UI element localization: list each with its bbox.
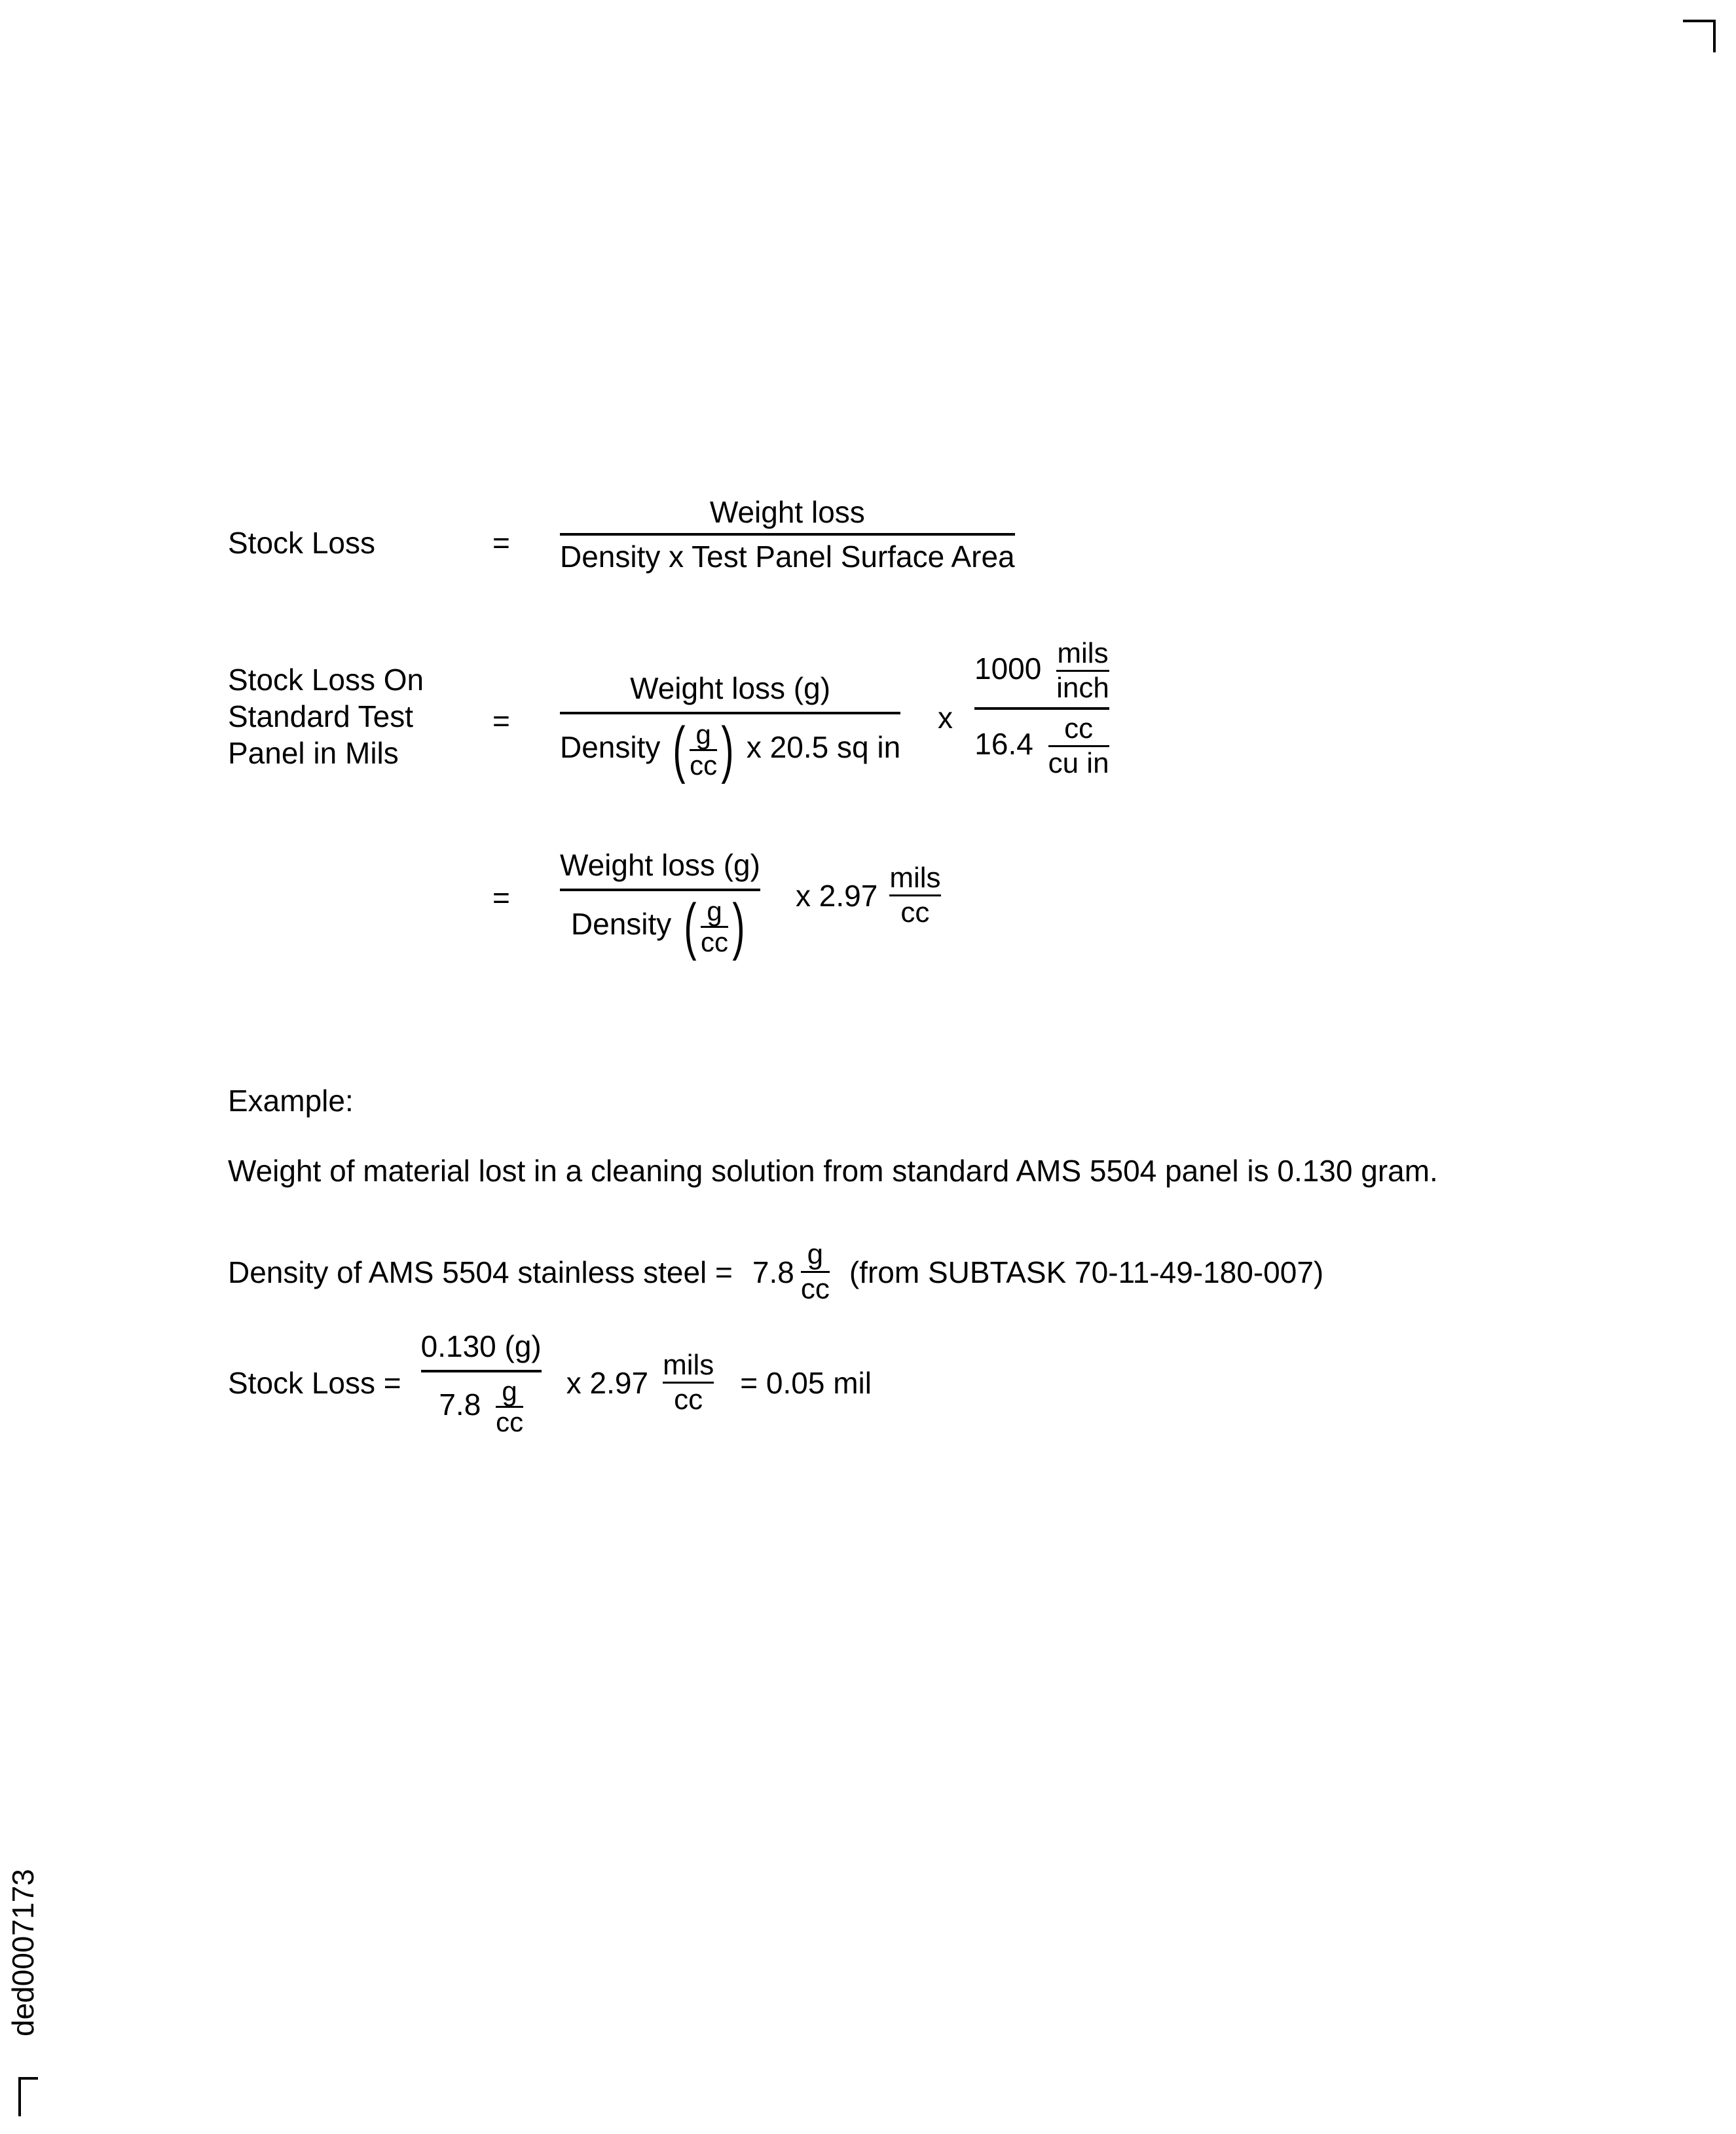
formula2-fraction	[560, 671, 901, 784]
crop-mark-bottom-left	[18, 2077, 38, 2116]
formula1-denominator: Density x Test Panel Surface Area	[560, 540, 1015, 574]
formula3-denominator	[570, 891, 749, 961]
factor-den-value: 16.4	[974, 726, 1033, 761]
fraction-bar	[421, 1370, 542, 1372]
calc-numerator: 0.130 (g)	[420, 1329, 542, 1363]
unit-numerator: g	[502, 1376, 517, 1407]
area-text: x 20.5 sq in	[746, 730, 901, 765]
density-text: Density	[560, 730, 661, 765]
formula2-label-line: Stock Loss On	[228, 663, 424, 697]
formula1-equals: =	[492, 526, 510, 560]
unit-numerator: g	[707, 895, 722, 927]
density-unit	[669, 714, 738, 784]
formula2-times: x	[938, 701, 953, 735]
calc-denominator	[439, 1378, 523, 1436]
calc-den-value: 7.8	[439, 1387, 481, 1422]
density-line	[228, 1240, 1323, 1304]
unit-denominator: cc	[800, 1273, 830, 1305]
figure-id: ded0007173	[6, 1869, 40, 2036]
unit-denominator: cu in	[1048, 747, 1109, 779]
density-text: Density	[570, 907, 672, 942]
factor-num-value: 1000	[974, 651, 1042, 686]
calc-result: = 0.05 mil	[740, 1365, 872, 1400]
example-heading: Example:	[228, 1084, 354, 1118]
formula3-fraction	[560, 848, 760, 961]
factor-numerator	[974, 638, 1109, 703]
unit-numerator: mils	[1057, 637, 1109, 669]
unit-denominator: cc	[496, 1407, 524, 1437]
density-unit	[680, 891, 749, 961]
fraction-bar	[974, 707, 1109, 710]
formula1-numerator: Weight loss	[709, 495, 865, 529]
formula2-denominator	[560, 714, 901, 784]
formula2-factor	[974, 638, 1109, 779]
unit-denominator: cc	[900, 896, 930, 929]
formula2-equals: =	[492, 704, 510, 738]
formula3-multiplier	[796, 863, 941, 928]
unit-numerator: g	[695, 718, 711, 750]
formula3-equals: =	[492, 881, 510, 915]
formula3-numerator: Weight loss (g)	[560, 848, 760, 882]
fraction-bar	[560, 889, 760, 891]
left-paren: (	[673, 714, 686, 784]
unit-denominator: cc	[690, 749, 718, 781]
calc-fraction	[421, 1329, 542, 1436]
unit-numerator: mils	[889, 862, 941, 894]
formula1-label: Stock Loss	[228, 526, 375, 560]
multiplier-text: x 2.97	[796, 878, 878, 913]
calc-label: Stock Loss =	[228, 1365, 401, 1400]
formula2-label-line: Standard Test	[228, 699, 414, 733]
unit-denominator: cc	[701, 926, 729, 957]
density-source: (from SUBTASK 70-11-49-180-007)	[849, 1255, 1324, 1289]
calc-multiplier: x 2.97	[566, 1365, 649, 1400]
density-value: 7.8	[752, 1255, 794, 1289]
density-unit	[801, 1240, 830, 1304]
formula1-fraction	[560, 495, 1015, 574]
unit-numerator: g	[807, 1238, 824, 1270]
density-label: Density of AMS 5504 stainless steel =	[228, 1255, 733, 1289]
formula2-label-line: Panel in Mils	[228, 736, 399, 770]
factor-denominator	[974, 714, 1109, 779]
fraction-bar	[560, 533, 1015, 536]
formula2-label	[228, 661, 424, 771]
unit-numerator: cc	[1064, 712, 1094, 745]
stock-loss-calculation	[228, 1329, 872, 1436]
unit-denominator: cc	[674, 1384, 703, 1416]
unit-numerator: mils	[663, 1349, 714, 1381]
calc-unit	[663, 1350, 714, 1415]
formula2-numerator: Weight loss (g)	[630, 671, 831, 705]
unit-denominator: inch	[1056, 672, 1109, 704]
right-paren: )	[732, 891, 745, 961]
left-paren: (	[684, 891, 697, 961]
crop-mark-top-right	[1683, 20, 1716, 52]
right-paren: )	[721, 714, 734, 784]
example-statement: Weight of material lost in a cleaning solution from standard AMS 5504 panel is 0.130 gram.	[228, 1154, 1438, 1188]
